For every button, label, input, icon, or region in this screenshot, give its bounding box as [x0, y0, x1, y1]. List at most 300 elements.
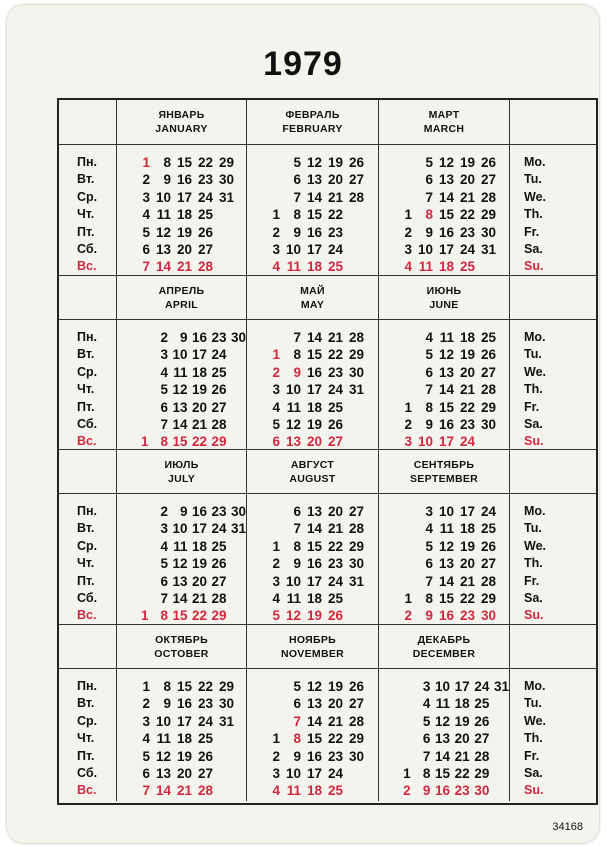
- day-number: 3: [422, 679, 431, 694]
- day-number: 9: [425, 608, 433, 624]
- day-number: 24: [197, 713, 213, 729]
- day-number: 22: [327, 538, 343, 554]
- day-number: 4: [142, 207, 150, 223]
- weekday-label-ru: Сб.: [77, 765, 98, 780]
- weekday-label-en: Mo.: [524, 155, 546, 169]
- day-number: 18: [306, 783, 322, 799]
- weekday-row: [259, 678, 378, 695]
- day-number: 8: [293, 731, 301, 747]
- month-days-october: [116, 668, 246, 801]
- day-number: 5: [425, 155, 433, 170]
- day-number: 2: [404, 416, 412, 432]
- day-number: 30: [480, 224, 496, 240]
- day-number: 5: [142, 748, 150, 764]
- weekday-row: [259, 590, 378, 607]
- day-number: 2: [272, 364, 280, 380]
- day-number: 6: [425, 364, 433, 380]
- weekday-row: [259, 241, 378, 258]
- day-number: [475, 258, 496, 275]
- weekday-row: [391, 748, 509, 765]
- day-number: 15: [172, 608, 188, 624]
- day-number: 22: [459, 207, 475, 223]
- weekday-row: [391, 520, 509, 537]
- weekday-row: [391, 538, 509, 555]
- day-number: 2: [142, 696, 150, 712]
- day-number: 24: [197, 189, 213, 205]
- weekday-label-en: Su.: [524, 259, 544, 274]
- day-number: 22: [327, 207, 343, 223]
- day-number: 5: [160, 382, 168, 398]
- day-number: 22: [459, 590, 475, 606]
- weekday-label-en: Tu.: [524, 521, 542, 536]
- day-number: 22: [459, 399, 475, 415]
- day-number: [489, 695, 509, 712]
- day-number: 21: [327, 330, 343, 345]
- month-name-en: AUGUST: [289, 473, 336, 485]
- day-number: 16: [438, 608, 454, 624]
- day-number: 2: [160, 330, 168, 345]
- month-name-en: JANUARY: [155, 123, 208, 135]
- weekday-labels-ru: [59, 144, 116, 275]
- day-number: 30: [348, 364, 364, 380]
- weekday-label-ru: Пт.: [77, 224, 95, 239]
- day-number: 5: [422, 713, 431, 729]
- day-number: 19: [459, 347, 475, 363]
- day-number: 26: [480, 347, 496, 363]
- day-number: [213, 258, 234, 275]
- day-number: 11: [439, 521, 454, 537]
- day-number: 1: [272, 731, 280, 747]
- weekday-row: [391, 224, 509, 241]
- day-number: [343, 224, 364, 241]
- day-number: 24: [327, 765, 343, 781]
- day-number: [391, 573, 412, 590]
- day-number: 12: [285, 416, 301, 432]
- weekday-row: [129, 189, 246, 206]
- day-number: 20: [459, 172, 475, 188]
- day-number: 29: [480, 399, 496, 415]
- day-number: [129, 364, 149, 381]
- month-days-january: [116, 144, 246, 275]
- day-number: 29: [474, 765, 490, 781]
- day-number: 25: [480, 521, 496, 537]
- weekday-row: [259, 782, 378, 799]
- weekday-row: [129, 607, 246, 624]
- month-name-ru: АПРЕЛЬ: [158, 285, 205, 297]
- day-number: 27: [211, 573, 227, 589]
- day-number: 10: [285, 573, 301, 589]
- day-number: [259, 713, 280, 730]
- weekday-row: [259, 381, 378, 398]
- day-number: 17: [438, 241, 454, 257]
- day-number: 7: [425, 382, 433, 398]
- day-number: [129, 590, 149, 607]
- day-number: 30: [480, 608, 496, 624]
- month-name-en: OCTOBER: [154, 648, 209, 660]
- weekday-row: [391, 346, 509, 363]
- weekday-label-en: Th.: [524, 382, 543, 397]
- day-number: 8: [425, 207, 433, 223]
- month-header-november: [246, 624, 378, 668]
- weekday-label-ru: Чт.: [77, 731, 95, 746]
- day-number: 20: [191, 399, 207, 415]
- day-number: [489, 713, 509, 730]
- month-name-ru: СЕНТЯБРЬ: [413, 459, 475, 471]
- day-number: 12: [438, 347, 454, 363]
- day-number: 24: [480, 504, 496, 519]
- day-number: [227, 590, 247, 607]
- day-number: 6: [160, 399, 168, 415]
- weekday-label-en: Sa.: [524, 416, 543, 431]
- day-number: 1: [272, 347, 280, 363]
- day-number: 6: [425, 172, 433, 188]
- day-number: 17: [176, 713, 192, 729]
- day-number: 6: [293, 172, 301, 188]
- weekday-label-en: Tu.: [524, 347, 542, 362]
- day-number: 24: [459, 434, 475, 450]
- month-name-ru: АВГУСТ: [290, 459, 335, 471]
- day-number: 17: [459, 504, 475, 519]
- day-number: 1: [142, 679, 150, 694]
- day-number: 20: [191, 573, 207, 589]
- day-number: [489, 782, 509, 799]
- day-number: 20: [306, 434, 322, 450]
- day-number: 3: [404, 434, 412, 450]
- day-number: 2: [160, 504, 168, 519]
- day-number: 12: [155, 748, 171, 764]
- day-number: 7: [293, 330, 301, 345]
- weekday-label-ru: Ср.: [77, 713, 98, 728]
- day-number: 4: [142, 731, 150, 747]
- weekday-row: [129, 782, 246, 799]
- day-number: 13: [285, 434, 301, 450]
- day-number: [391, 538, 412, 555]
- weekday-row: [129, 590, 246, 607]
- month-header-april: [116, 275, 246, 319]
- month-days-march: [378, 144, 509, 275]
- weekday-row: [259, 748, 378, 765]
- day-number: [343, 607, 364, 624]
- day-number: 21: [327, 189, 343, 205]
- weekday-label-ru: Вс.: [77, 259, 97, 274]
- day-number: 16: [306, 748, 322, 764]
- day-number: 3: [272, 765, 280, 781]
- day-number: 12: [438, 538, 454, 554]
- weekday-row: [129, 399, 246, 416]
- day-number: 23: [327, 556, 343, 572]
- day-number: 17: [438, 434, 454, 450]
- corner-cell: [59, 449, 116, 493]
- day-number: 17: [306, 241, 322, 257]
- month-name-en: DECEMBER: [412, 648, 476, 660]
- day-number: 4: [160, 538, 168, 554]
- day-number: 28: [348, 521, 364, 537]
- day-number: 15: [434, 765, 451, 781]
- day-number: [227, 399, 247, 416]
- day-number: 23: [211, 504, 227, 519]
- day-number: 7: [293, 521, 301, 537]
- day-number: [489, 748, 509, 765]
- day-number: 2: [142, 172, 150, 188]
- day-number: 9: [163, 172, 171, 188]
- month-header-february: [246, 100, 378, 144]
- day-number: 22: [197, 155, 213, 170]
- day-number: 2: [404, 224, 412, 240]
- day-number: 25: [197, 207, 213, 223]
- day-number: 7: [293, 713, 301, 729]
- weekday-label-en: Tu.: [524, 172, 542, 187]
- day-number: [213, 224, 234, 241]
- day-number: 17: [454, 679, 470, 694]
- month-days-february: [246, 144, 378, 275]
- corner-cell: [59, 624, 116, 668]
- month-name-en: MAY: [300, 299, 325, 311]
- day-number: 22: [327, 731, 343, 747]
- corner-cell: [509, 449, 596, 493]
- day-number: [129, 538, 149, 555]
- day-number: 20: [327, 696, 343, 712]
- weekday-labels-en: [509, 144, 596, 275]
- day-number: 19: [459, 538, 475, 554]
- day-number: 18: [459, 521, 475, 537]
- day-number: 24: [327, 573, 343, 589]
- day-number: 24: [474, 679, 490, 694]
- weekday-row: [391, 555, 509, 572]
- day-number: 19: [454, 713, 470, 729]
- weekday-label-ru: Пн.: [77, 330, 98, 344]
- day-number: 29: [211, 608, 227, 624]
- weekday-label-ru: Пт.: [77, 399, 95, 414]
- day-number: 17: [176, 189, 192, 205]
- calendar-grid: [57, 98, 598, 805]
- day-number: 15: [306, 731, 322, 747]
- day-number: 9: [425, 224, 433, 240]
- day-number: [391, 346, 412, 363]
- weekday-label-en: Fr.: [524, 224, 540, 239]
- day-number: 20: [454, 731, 470, 747]
- day-number: 11: [156, 731, 171, 747]
- weekday-row: [391, 189, 509, 206]
- day-number: 10: [438, 504, 454, 519]
- day-number: 8: [293, 207, 301, 223]
- day-number: 10: [285, 765, 301, 781]
- day-number: 31: [348, 382, 364, 398]
- weekday-row: [391, 695, 509, 712]
- day-number: 1: [404, 399, 412, 415]
- day-number: 30: [218, 696, 234, 712]
- day-number: 16: [434, 783, 451, 799]
- day-number: 31: [480, 241, 496, 257]
- day-number: 3: [272, 573, 280, 589]
- day-number: 19: [459, 155, 475, 170]
- day-number: 12: [306, 679, 322, 694]
- day-number: 1: [404, 207, 412, 223]
- day-number: 11: [156, 207, 171, 223]
- day-number: 23: [454, 783, 470, 799]
- day-number: 4: [272, 259, 280, 275]
- weekday-row: [259, 538, 378, 555]
- day-number: 7: [422, 748, 431, 764]
- day-number: 10: [285, 241, 301, 257]
- day-number: 10: [285, 382, 301, 398]
- day-number: 16: [438, 224, 454, 240]
- day-number: 1: [403, 765, 411, 781]
- day-number: 25: [327, 399, 343, 415]
- day-number: 21: [176, 783, 192, 799]
- day-number: 6: [272, 434, 280, 450]
- day-number: 5: [425, 538, 433, 554]
- day-number: 16: [306, 556, 322, 572]
- day-number: [391, 678, 411, 695]
- day-number: 18: [191, 538, 207, 554]
- weekday-label-ru: Сб.: [77, 590, 98, 605]
- day-number: 23: [211, 330, 227, 345]
- day-number: [391, 189, 412, 206]
- day-number: 22: [327, 347, 343, 363]
- day-number: 12: [438, 155, 454, 170]
- weekday-row: [391, 364, 509, 381]
- day-number: 11: [439, 330, 454, 345]
- weekday-row: [129, 241, 246, 258]
- weekday-row: [391, 171, 509, 188]
- weekday-row: [129, 573, 246, 590]
- day-number: 21: [459, 573, 475, 589]
- month-days-april: [116, 319, 246, 449]
- day-number: 17: [191, 347, 207, 363]
- weekday-label-ru: Вт.: [77, 347, 95, 362]
- day-number: 21: [327, 713, 343, 729]
- day-number: 3: [272, 241, 280, 257]
- weekday-label-ru: Ср.: [77, 189, 98, 204]
- day-number: 28: [348, 713, 364, 729]
- day-number: [227, 381, 247, 398]
- month-name-ru: ОКТЯБРЬ: [155, 634, 208, 646]
- day-number: 7: [142, 783, 150, 799]
- day-number: [343, 782, 364, 799]
- day-number: 10: [155, 189, 171, 205]
- weekday-label-en: Fr.: [524, 399, 540, 414]
- weekday-row: [259, 695, 378, 712]
- day-number: 26: [327, 608, 343, 624]
- month-header-october: [116, 624, 246, 668]
- month-header-december: [378, 624, 509, 668]
- day-number: 25: [211, 364, 227, 380]
- day-number: 15: [306, 207, 322, 223]
- weekday-row: [391, 713, 509, 730]
- weekday-label-en: Mo.: [524, 679, 546, 693]
- corner-cell: [509, 100, 596, 144]
- weekday-row: [259, 206, 378, 223]
- weekday-row: [129, 555, 246, 572]
- day-number: 28: [348, 330, 364, 345]
- weekday-label-ru: Вс.: [77, 434, 97, 449]
- day-number: 13: [155, 765, 171, 781]
- day-number: 23: [459, 416, 475, 432]
- weekday-row: [391, 416, 509, 433]
- day-number: [391, 329, 412, 346]
- day-number: 22: [197, 679, 213, 694]
- day-number: 31: [218, 713, 234, 729]
- day-number: 20: [327, 504, 343, 519]
- weekday-row: [129, 329, 246, 346]
- day-number: 27: [211, 399, 227, 415]
- day-number: 19: [306, 416, 322, 432]
- day-number: 25: [211, 538, 227, 554]
- weekday-label-en: Su.: [524, 434, 544, 449]
- day-number: 1: [272, 207, 280, 223]
- weekday-label-ru: Вт.: [77, 172, 95, 187]
- day-number: 21: [454, 748, 470, 764]
- day-number: 6: [422, 731, 431, 747]
- day-number: 30: [348, 748, 364, 764]
- day-number: 30: [480, 416, 496, 432]
- day-number: 14: [306, 189, 322, 205]
- day-number: 10: [434, 679, 451, 694]
- day-number: 12: [285, 608, 301, 624]
- day-number: 24: [459, 241, 475, 257]
- day-number: 27: [348, 696, 364, 712]
- weekday-row: [129, 171, 246, 188]
- weekday-labels-ru: [59, 493, 116, 624]
- day-number: 16: [176, 696, 192, 712]
- day-number: 20: [327, 172, 343, 188]
- weekday-row: [129, 258, 246, 275]
- day-number: [129, 555, 149, 572]
- weekday-label-en: Fr.: [524, 573, 540, 588]
- day-number: 16: [306, 224, 322, 240]
- weekday-row: [129, 364, 246, 381]
- day-number: 6: [160, 573, 168, 589]
- day-number: 19: [176, 224, 192, 240]
- day-number: 3: [142, 713, 150, 729]
- day-number: 28: [480, 382, 496, 398]
- day-number: 13: [306, 172, 322, 188]
- day-number: 15: [306, 538, 322, 554]
- day-number: 8: [160, 434, 168, 450]
- day-number: 9: [293, 748, 301, 764]
- day-number: 20: [176, 241, 192, 257]
- weekday-label-ru: Пн.: [77, 155, 98, 169]
- day-number: 20: [459, 556, 475, 572]
- weekday-row: [129, 695, 246, 712]
- day-number: 16: [176, 172, 192, 188]
- month-name-ru: ИЮНЬ: [426, 285, 462, 297]
- day-number: 13: [434, 731, 451, 747]
- day-number: [391, 381, 412, 398]
- weekday-label-ru: Чт.: [77, 556, 95, 571]
- day-number: 9: [163, 696, 171, 712]
- day-number: 29: [211, 434, 227, 450]
- month-name-ru: НОЯБРЬ: [288, 634, 337, 646]
- day-number: 10: [417, 241, 433, 257]
- day-number: 3: [404, 241, 412, 257]
- day-number: 19: [306, 608, 322, 624]
- day-number: 4: [422, 696, 431, 712]
- day-number: 13: [306, 696, 322, 712]
- day-number: 11: [286, 259, 301, 275]
- day-number: 9: [293, 224, 301, 240]
- day-number: [489, 730, 509, 747]
- day-number: 9: [293, 364, 301, 380]
- day-number: [391, 503, 412, 520]
- day-number: 15: [438, 399, 454, 415]
- weekday-row: [391, 730, 509, 747]
- month-name-en: SEPTEMBER: [409, 473, 479, 485]
- day-number: 26: [327, 416, 343, 432]
- day-number: [213, 206, 234, 223]
- weekday-label-ru: Сб.: [77, 416, 98, 431]
- weekday-row: [391, 678, 509, 695]
